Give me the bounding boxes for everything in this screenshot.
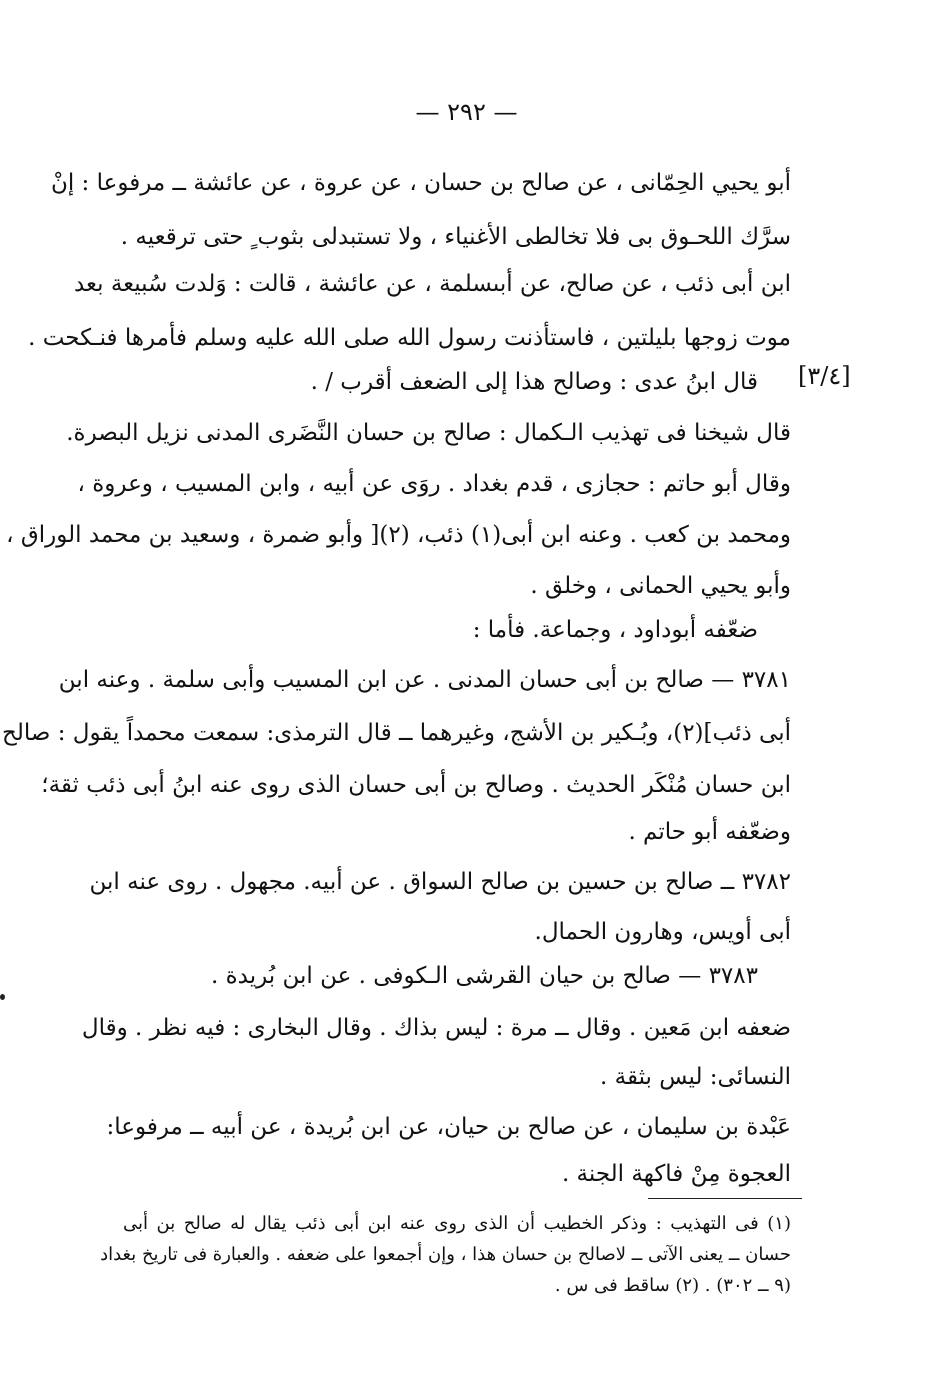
page-number: — ٢٩٢ —: [415, 98, 518, 126]
entry-3781: ٣٧٨١ — صالح بن أبى حسان المدنى . عن ابن المسيب وأبى سلمة . وعنه ابن: [58, 667, 791, 693]
text-line: العجوة مِنْ فاكهة الجنة .: [561, 1161, 791, 1187]
text-line: أبى أويس، وهارون الحمال.: [534, 919, 791, 945]
text-line: وضعّفه أبو حاتم .: [628, 819, 791, 845]
text-line: قال شيخنا فى تهذيب الـكمال : صالح بن حسان النَّضَرى المدنى نزيل البصرة.: [66, 420, 791, 446]
text-line: ضعفه ابن مَعين . وقال ــ مرة : ليس بذاك . وقال البخارى : فيه نظر . وقال: [81, 1015, 791, 1041]
footnote-line: حسان ــ يعنى الآتى ــ لاصالح بن حسان هذا ، وإن أجمعوا على ضعفه . والعبارة فى تاريخ بغداد: [100, 1244, 791, 1265]
text-line: ومحمد بن كعب . وعنه ابن أبى(١) ذئب، (٢)[ وأبو ضمرة ، وسعيد بن محمد الوراق ،: [6, 522, 791, 548]
text-line: وأبو يحيي الحمانى ، وخلق .: [530, 573, 791, 599]
text-line: أبى ذئب](٢)، وبُـكير بن الأشج، وغيرهما ــ قال الترمذى: سمعت محمداً يقول : صالح: [2, 720, 791, 746]
text-line: النسائى: ليس بثقة .: [599, 1064, 791, 1090]
text-line: ابن أبى ذئب ، عن صالح، عن أبىسلمة ، عن عائشة ، قالت : وَلدت سُبيعة بعد: [73, 271, 791, 297]
text-line: موت زوجها بليلتين ، فاستأذنت رسول الله صلى الله عليه وسلم فأمرها فنـكحت .: [28, 325, 791, 351]
entry-3782: ٣٧٨٢ ــ صالح بن حسين بن صالح السواق . عن أبيه. مجهول . روى عنه ابن: [89, 869, 791, 895]
text-line: ابن حسان مُنْكَر الحديث . وصالح بن أبى حسان الذى روى عنه ابنُ أبى ذئب ثقة؛: [41, 772, 791, 798]
text-line: ضعّفه أبوداود ، وجماعة. فأما :: [472, 617, 758, 643]
entry-3783: ٣٧٨٣ — صالح بن حيان القرشى الـكوفى . عن ابن بُريدة .: [210, 963, 758, 989]
footnote-line: (١) فى التهذيب : وذكر الخطيب أن الذى روى عنه ابن أبى ذئب يقال له صالح بن أبى: [123, 1213, 791, 1234]
footnote-separator: [648, 1198, 802, 1199]
text-line: أبو يحيي الحِمّانى ، عن صالح بن حسان ، عن عروة ، عن عائشة ــ مرفوعا : إنْ: [50, 170, 791, 196]
margin-reference: [٣/٤]: [798, 362, 851, 390]
footnote-line: (٩ ــ ٣٠٢) . (٢) ساقط فى س .: [554, 1275, 791, 1296]
text-line: عَبْدة بن سليمان ، عن صالح بن حيان، عن ابن بُريدة ، عن أبيه ــ مرفوعا:: [106, 1114, 791, 1140]
text-line: قال ابنُ عدى : وصالح هذا إلى الضعف أقرب / .: [310, 369, 758, 395]
text-line: سرَّك اللحـوق بى فلا تخالطى الأغنياء ، ولا تستبدلى بثوب ٍ حتى ترقعيه .: [120, 224, 791, 250]
text-line: وقال أبو حاتم : حجازى ، قدم بغداد . روَى عن أبيه ، وابن المسيب ، وعروة ،: [77, 471, 791, 497]
margin-dot: [0, 994, 5, 1000]
